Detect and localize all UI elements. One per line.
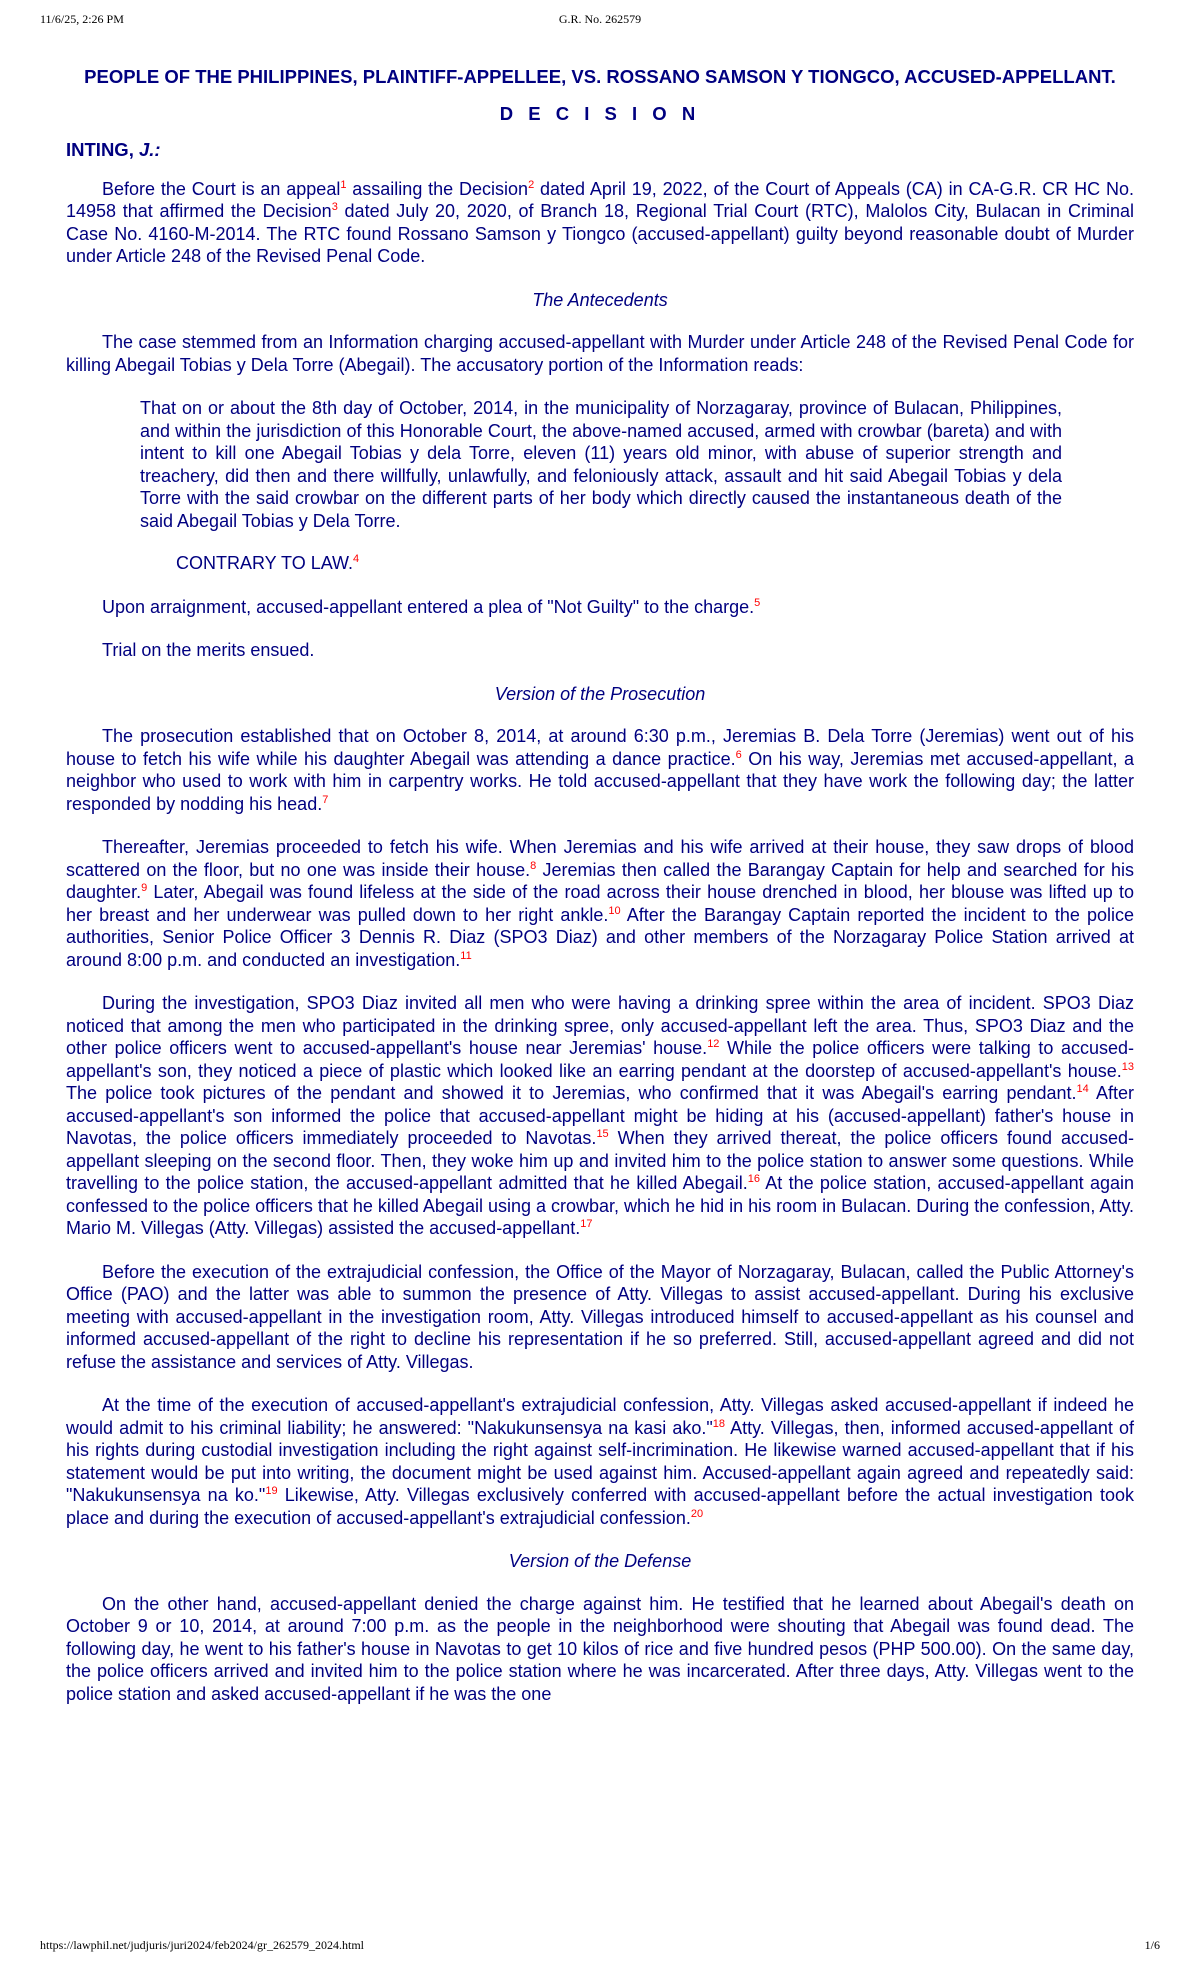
ponente-name: INTING, (66, 139, 134, 160)
print-page-number: 1/6 (1144, 1938, 1160, 1952)
text-run: The prosecution established that on October 8, 2014, at around 6:30 p.m., Jeremias B. Dela Torre (Jeremias) went out of his house to fetch his wife while his daughter Abegail was attending a dance practice. (66, 726, 1134, 769)
text-run: At the time of the execution of accused-appellant's extrajudicial confession, Atty. Villegas asked accused-appellant if indeed he would admit to his criminal liability; he answered: "Nakukunsensya na kasi ako." (66, 1395, 1134, 1438)
footnote-4-link[interactable]: 4 (353, 553, 360, 565)
footnote-5-link[interactable]: 5 (754, 596, 761, 609)
footnote-1-link[interactable]: 1 (340, 178, 347, 191)
footnote-6-link[interactable]: 6 (735, 748, 742, 761)
paragraph-9 (66, 1394, 1134, 1529)
text-run: When they arrived thereat, the police officers found accused-appellant sleeping on the second floor. Then, they woke him up and invited him to the police station to answer some questions. While travelling to the police station, the accused-appellant admitted that he killed Abegail. (66, 1128, 1134, 1193)
footnote-9-link[interactable]: 9 (141, 882, 148, 894)
text-run: CONTRARY TO LAW. (176, 553, 354, 573)
print-footer (40, 1938, 1160, 1954)
text-run: Thereafter, Jeremias proceeded to fetch his wife. When Jeremias and his wife arrived at their house, they saw drops of blood scattered on the floor, but no one was inside their house. (66, 837, 1134, 880)
paragraph-5 (66, 725, 1134, 815)
footnote-3-link[interactable]: 3 (331, 201, 338, 213)
decision-heading: D E C I S I O N (499, 102, 701, 124)
print-datetime: 11/6/25, 2:26 PM (40, 12, 124, 26)
text-run: Later, Abegail was found lifeless at the side of the road across their house drenched in blood, her blouse was lifted up to her breast and her underwear was pulled down to her right ankle. (66, 882, 1134, 925)
section-heading-antecedents: The Antecedents (532, 289, 668, 310)
section-heading-prosecution: Version of the Prosecution (494, 683, 706, 704)
text-run: Jeremias then called the Barangay Captain for help and searched for his daughter. (66, 859, 1134, 902)
text-run: Upon arraignment, accused-appellant entered a plea of "Not Guilty" to the charge. (102, 596, 755, 617)
paragraph-8: Before the execution of the extrajudicial confession, the Office of the Mayor of Norzagaray, Bulacan, called the Public Attorney's Office (PAO) and the latter was able to summon the presence of Atty. Villegas to assist accused-appellant. During his exclusive meeting with accused-appellant in the investigation room, Atty. Villegas introduced himself to accused-appellant as his counsel and informed accused-appellant of the right to decline his representation if he so preferred. Still, accused-appellant agreed and did not refuse the assistance and services of Atty. Villegas. (66, 1261, 1134, 1372)
text-run: dated April 19, 2022, of the Court of Appeals (CA) in CA-G.R. CR HC No. 14958 that affirmed the Decision (66, 178, 1134, 221)
footnote-18-link[interactable]: 18 (712, 1417, 726, 1430)
footnote-10-link[interactable]: 10 (608, 904, 621, 917)
print-header (40, 12, 1160, 28)
paragraph-10: On the other hand, accused-appellant denied the charge against him. He testified that he learned about Abegail's death on October 9 or 10, 2014, at around 7:00 p.m. as the people in the neighborhood were shouting that Abegail was found dead. The following day, he went to his father's house in Navotas to get 10 kilos of rice and five hundred pesos (PHP 500.00). On the same day, the police officers arrived and invited him to the police station where he was incarcerated. After three days, Atty. Villegas went to the police station and asked accused-appellant if he was the one (66, 1593, 1134, 1704)
paragraph-6 (66, 836, 1134, 971)
footnote-7-link[interactable]: 7 (322, 793, 329, 806)
information-quote-closing (176, 552, 1134, 575)
footnote-16-link[interactable]: 16 (747, 1173, 760, 1185)
print-doc-title: G.R. No. 262579 (558, 12, 642, 26)
text-run: Atty. Villegas, then, informed accused-appellant of his rights during custodial investigation including the right against self-incrimination. He likewise warned accused-appellant that if his statement would be put into writing, the document might be used against him. Accused-appellant again agreed and repeatedly said: "Nakukunsensya na ko." (66, 1417, 1134, 1505)
text-run: assailing the Decision (346, 178, 529, 199)
text-run: Before the Court is an appeal (102, 178, 341, 199)
paragraph-7 (66, 992, 1134, 1240)
footnote-19-link[interactable]: 19 (265, 1485, 278, 1497)
text-run: dated July 20, 2020, of Branch 18, Regional Trial Court (RTC), Malolos City, Bulacan in Criminal Case No. 4160-M-2014. The RTC found Rossano Samson y Tiongco (accused-appellant) guilty beyond reasonable doubt of Murder under Article 248 of the Revised Penal Code. (66, 201, 1134, 266)
text-run: At the police station, accused-appellant again confessed to the police officers that he killed Abegail using a crowbar, which he hid in his room in Bulacan. During the confession, Atty. Mario M. Villegas (Atty. Villegas) assisted the accused-appellant. (66, 1173, 1134, 1238)
footnote-2-link[interactable]: 2 (528, 178, 535, 191)
document-body (66, 66, 1134, 1726)
text-run: On his way, Jeremias met accused-appellant, a neighbor who used to work with him in carpentry works. He told accused-appellant that they have work the following day; the latter responded by nodding his head. (66, 748, 1134, 814)
text-run: After accused-appellant's son informed the police that accused-appellant might be hiding at his (accused-appellant) father's house in Navotas, the police officers immediately proceeded to Navotas. (66, 1083, 1134, 1148)
paragraph-3 (66, 596, 1134, 619)
ponente (66, 139, 1134, 162)
footnote-12-link[interactable]: 12 (707, 1038, 720, 1050)
footnote-14-link[interactable]: 14 (1076, 1083, 1089, 1095)
paragraph-1 (66, 178, 1134, 268)
text-run: The police took pictures of the pendant and showed it to Jeremias, who confirmed that it was Abegail's earring pendant. (66, 1083, 1077, 1103)
footnote-13-link[interactable]: 13 (1121, 1060, 1134, 1073)
footnote-20-link[interactable]: 20 (690, 1507, 704, 1520)
text-run: During the investigation, SPO3 Diaz invited all men who were having a drinking spree within the area of incident. SPO3 Diaz noticed that among the men who participated in the drinking spree, only accused-appellant left the area. Thus, SPO3 Diaz and the other police officers went to accused-appellant's house near Jeremias' house. (66, 993, 1134, 1058)
information-quote: That on or about the 8th day of October, 2014, in the municipality of Norzagaray, province of Bulacan, Philippines, and within the jurisdiction of this Honorable Court, the above-named accused, armed with crowbar (bareta) and with intent to kill one Abegail Tobias y dela Torre, eleven (11) years old minor, with abuse of superior strength and treachery, did then and there willfully, unlawfully, and feloniously attack, assault and hit said Abegail Tobias y dela Torre with the said crowbar on the different parts of her body which directly caused the instantaneous death of the said Abegail Tobias y Dela Torre. (140, 398, 1062, 531)
paragraph-4: Trial on the merits ensued. (102, 640, 315, 660)
text-run: After the Barangay Captain reported the incident to the police authorities, Senior Police Officer 3 Dennis R. Diaz (SPO3 Diaz) and other members of the Norzagaray Police Station arrived at around 8:00 p.m. and conducted an investigation. (66, 904, 1134, 970)
footnote-11-link[interactable]: 11 (460, 949, 472, 962)
section-heading-defense: Version of the Defense (508, 1551, 692, 1571)
text-run: While the police officers were talking to accused-appellant's son, they noticed a piece of plastic which looked like an earring pendant at the doorstep of accused-appellant's house. (66, 1038, 1134, 1081)
footnote-15-link[interactable]: 15 (596, 1128, 609, 1140)
print-url: https://lawphil.net/judjuris/juri2024/feb2024/gr_262579_2024.html (40, 1938, 364, 1952)
footnote-8-link[interactable]: 8 (530, 859, 537, 872)
ponente-title: J.: (138, 139, 161, 160)
text-run: Likewise, Atty. Villegas exclusively conferred with accused-appellant before the actual investigation took place and during the execution of accused-appellant's extrajudicial confession. (66, 1485, 1134, 1528)
footnote-17-link[interactable]: 17 (580, 1218, 593, 1230)
case-title: PEOPLE OF THE PHILIPPINES, PLAINTIFF-APPELLEE, VS. ROSSANO SAMSON Y TIONGCO, ACCUSED-APPELLANT. (84, 66, 1116, 87)
paragraph-2: The case stemmed from an Information charging accused-appellant with Murder under Article 248 of the Revised Penal Code for killing Abegail Tobias y Dela Torre (Abegail). The accusatory portion of the Information reads: (66, 332, 1134, 375)
